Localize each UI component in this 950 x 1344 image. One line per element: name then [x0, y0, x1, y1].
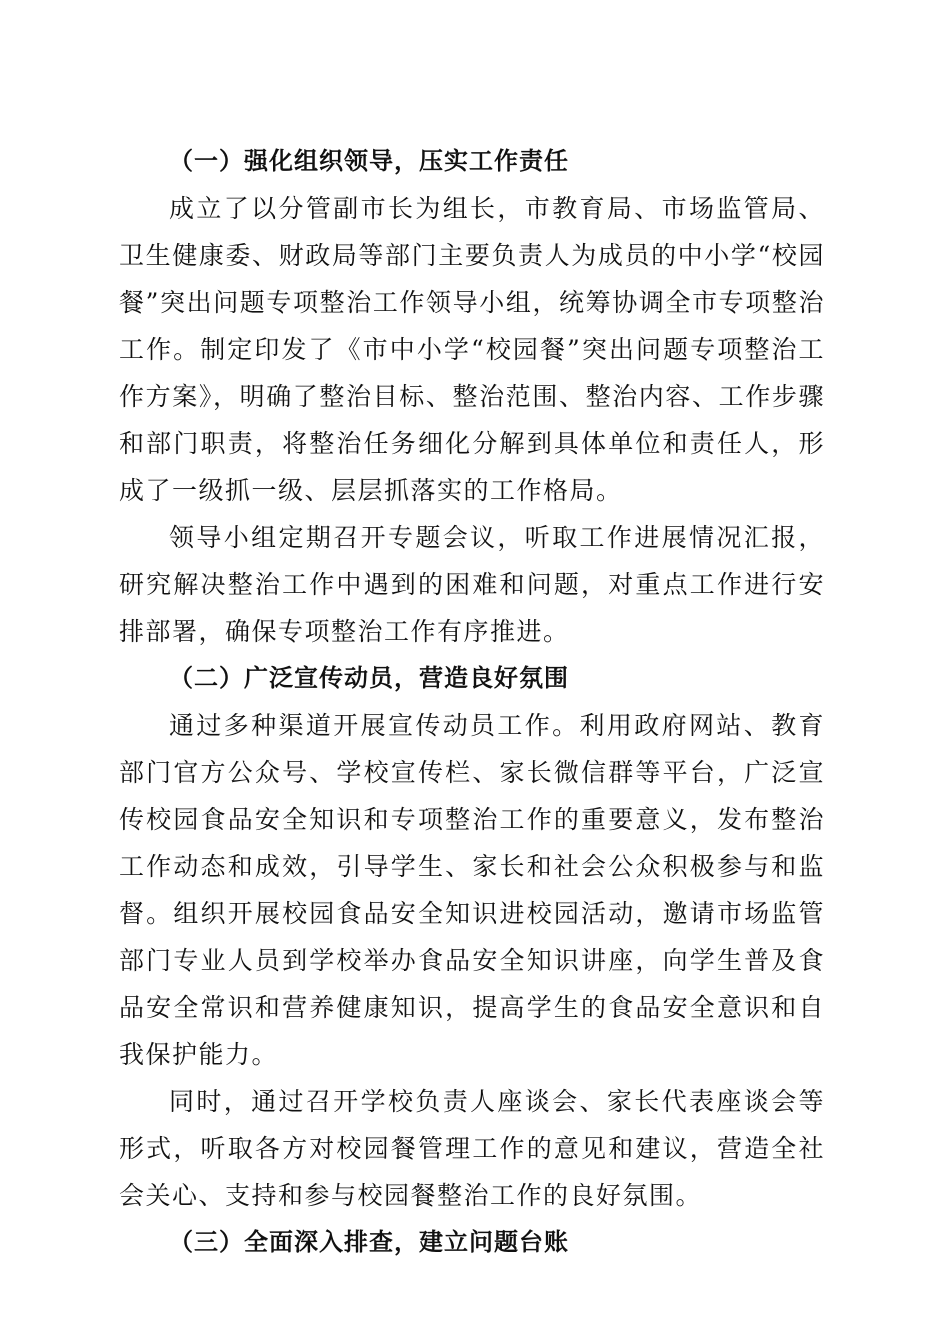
paragraph-2-1: 通过多种渠道开展宣传动员工作。利用政府网站、教育部门官方公众号、学校宣传栏、家长微信群等平台，广泛宣传校园食品安全知识和专项整治工作的重要意义，发布整治工作动态和成效，引导学生、家长和社会公众积极参与和监督。组织开展校园食品安全知识进校园活动，邀请市场监管部门专业人员到学校举办食品安全知识讲座，向学生普及食品安全常识和营养健康知识，提高学生的食品安全意识和自我保护能力。 [119, 711, 825, 1069]
section-heading-1: （一）强化组织领导，压实工作责任 [169, 147, 569, 175]
paragraph-1-2: 领导小组定期召开专题会议，听取工作进展情况汇报，研究解决整治工作中遇到的困难和问题，对重点工作进行安排部署，确保专项整治工作有序推进。 [119, 523, 825, 646]
document-body [119, 138, 825, 1266]
section-heading-2: （二）广泛宣传动员，营造良好氛围 [169, 664, 569, 692]
section-heading-3: （三）全面深入排查，建立问题台账 [169, 1228, 569, 1256]
paragraph-1-1: 成立了以分管副市长为组长，市教育局、市场监管局、卫生健康委、财政局等部门主要负责人为成员的中小学“校园餐”突出问题专项整治工作领导小组，统筹协调全市专项整治工作。制定印发了《市中小学“校园餐”突出问题专项整治工作方案》，明确了整治目标、整治范围、整治内容、工作步骤和部门职责，将整治任务细化分解到具体单位和责任人，形成了一级抓一级、层层抓落实的工作格局。 [119, 194, 825, 505]
paragraph-2-2: 同时，通过召开学校负责人座谈会、家长代表座谈会等形式，听取各方对校园餐管理工作的意见和建议，营造全社会关心、支持和参与校园餐整治工作的良好氛围。 [119, 1087, 825, 1210]
